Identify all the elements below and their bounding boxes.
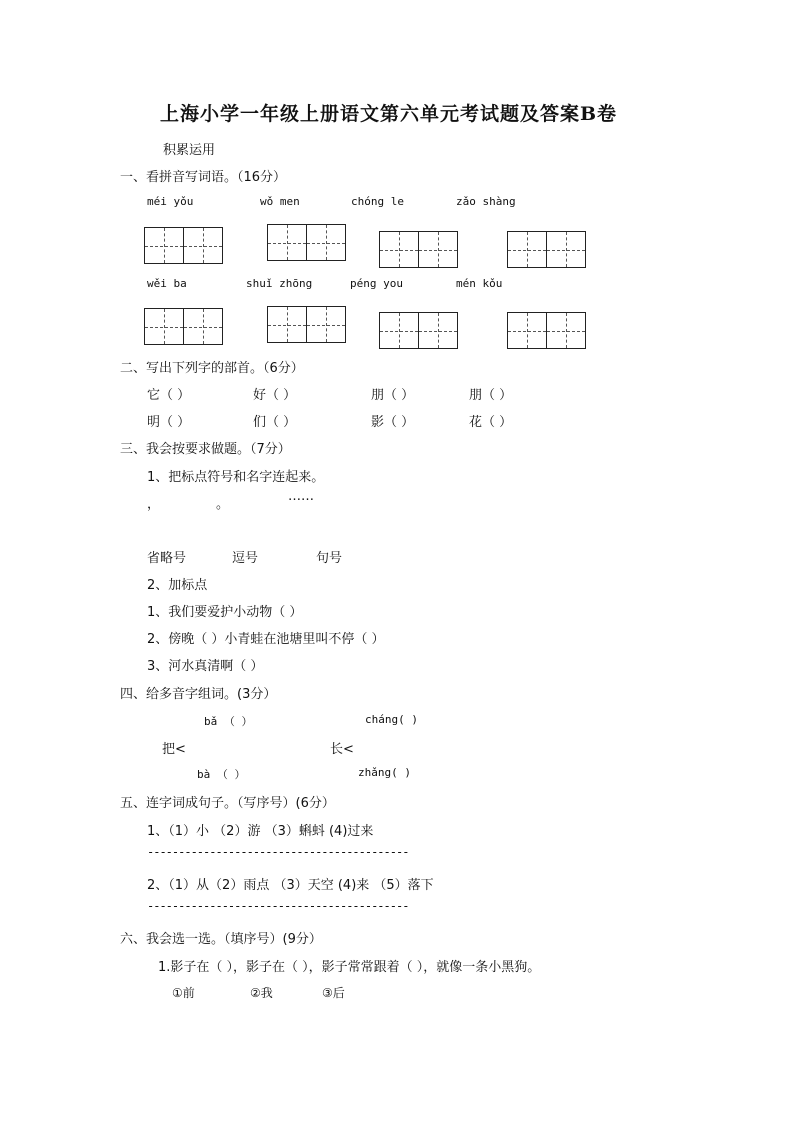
q3-heading: 三、我会按要求做题。（7分） [120,442,291,457]
writing-grid[interactable] [379,231,458,268]
pinyin-5: wěi ba [147,277,187,290]
pinyin-7: péng you [350,277,403,290]
punct-exercise: 3、河水真清啊（ ） [147,659,264,674]
ba-bottom: bà （ ） [197,768,246,781]
pinyin-1: méi yǒu [147,195,194,208]
q1-heading: 一、看拼音写词语。（16分） [120,170,287,185]
answer-line: ------------------------------------------ [147,845,409,859]
q5-heading: 五、连字词成句子。（写序号）(6分） [120,796,335,811]
pinyin-4: zǎo shàng [456,195,516,208]
writing-grid[interactable] [144,227,223,264]
q3-sub1: 1、把标点符号和名字连起来。 [147,470,325,485]
radical-item: 花（ ） [469,415,513,430]
radical-item: 明（ ） [147,415,191,430]
radical-item: 它（ ） [147,388,191,403]
pinyin-2: wǒ men [260,195,300,208]
q4-heading: 四、给多音字组词。(3分） [120,687,277,702]
pinyin-6: shuǐ zhōng [246,277,313,290]
pinyin-8: mén kǒu [456,277,503,290]
radical-item: 朋（ ） [371,388,415,403]
q6-heading: 六、我会选一选。（填序号）(9分） [120,932,322,947]
punct-exercise: 2、傍晚（ ）小青蛙在池塘里叫不停（ ） [147,632,385,647]
page-title: 上海小学一年级上册语文第六单元考试题及答案B卷 [160,103,618,125]
writing-grid[interactable] [507,312,586,349]
punct-name: 句号 [316,551,343,566]
q3-sub2: 2、加标点 [147,578,208,593]
pinyin-3: chóng le [351,195,404,208]
writing-grid[interactable] [507,231,586,268]
choice-option: ③后 [322,986,345,1000]
ba-char: 把< [162,742,186,757]
radical-item: 们（ ） [253,415,297,430]
writing-grid[interactable] [267,306,346,343]
chang-bottom: zhǎng( ) [358,766,411,779]
punct-name: 省略号 [147,551,187,566]
choice-option: ②我 [250,986,273,1000]
section-heading: 积累运用 [163,143,216,158]
q2-heading: 二、写出下列字的部首。（6分） [120,361,304,376]
punct-ellipsis: …… [288,489,314,504]
radical-item: 影（ ） [371,415,415,430]
chang-top: cháng( ) [365,713,418,726]
chang-char: 长< [330,742,354,757]
punct-period: 。 [216,497,230,512]
radical-item: 好（ ） [253,388,297,403]
punct-exercise: 1、我们要爱护小动物（ ） [147,605,303,620]
punct-comma: ， [147,497,161,512]
sentence-item: 2、（1）从（2）雨点 （3）天空 (4)来 （5）落下 [147,878,434,893]
radical-item: 朋（ ） [469,388,513,403]
choice-option: ①前 [172,986,195,1000]
ba-top: bǎ （ ） [204,715,253,728]
punct-name: 逗号 [232,551,259,566]
writing-grid[interactable] [267,224,346,261]
choice-item: 1.影子在（ ），影子在（ ），影子常常跟着（ ），就像一条小黑狗。 [158,960,541,975]
answer-line: ------------------------------------------ [147,899,409,913]
writing-grid[interactable] [379,312,458,349]
writing-grid[interactable] [144,308,223,345]
sentence-item: 1、（1）小 （2）游 （3）蝌蚪 (4)过来 [147,824,374,839]
